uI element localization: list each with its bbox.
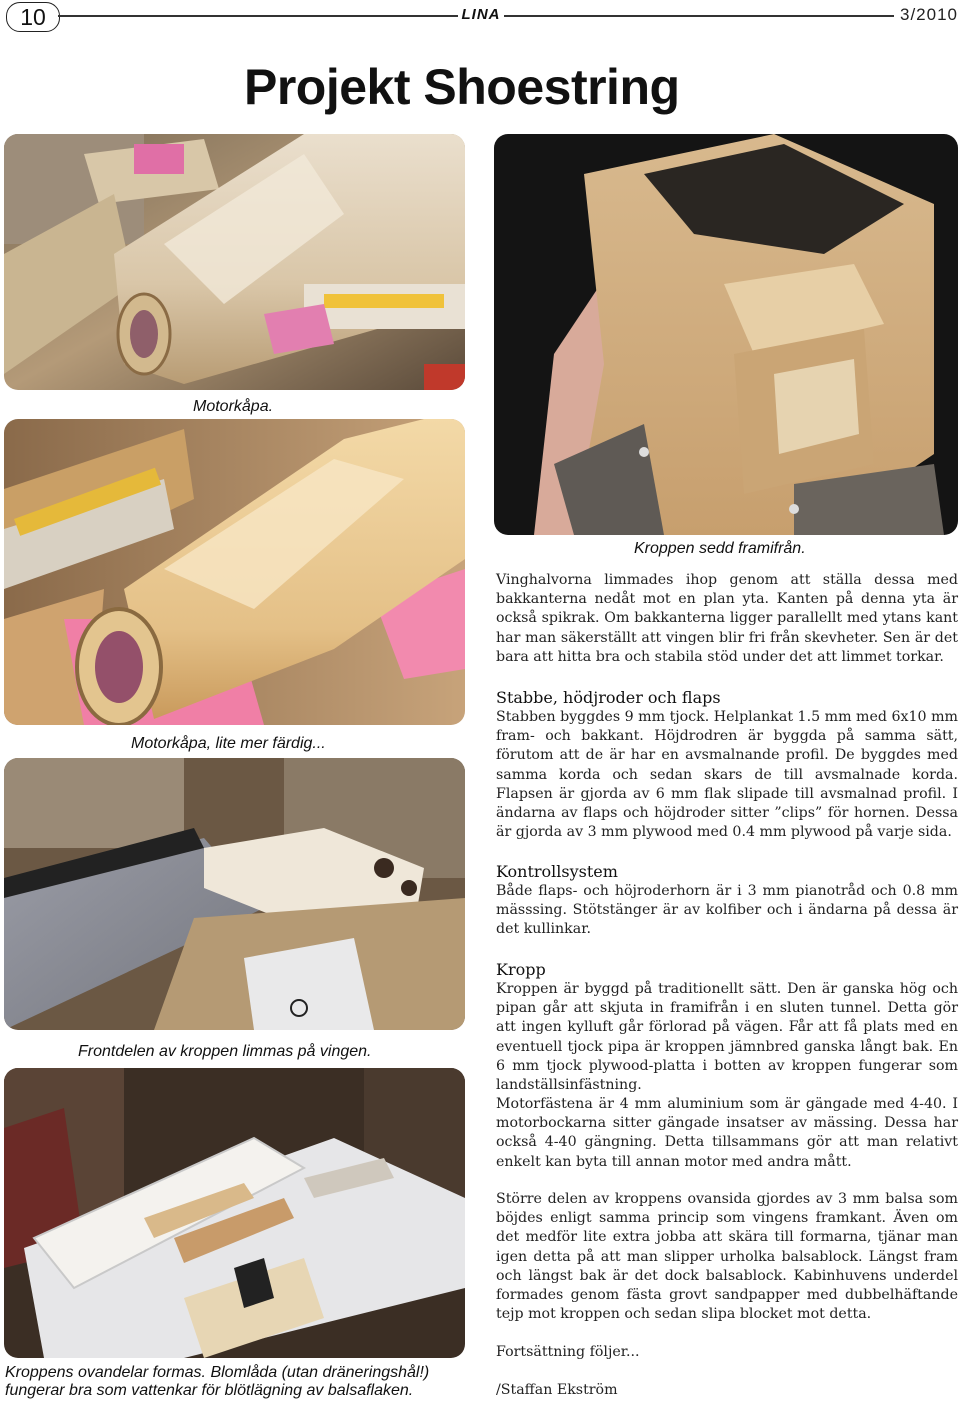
kropp-paragraph-2: Motorfästena är 4 mm aluminium som är gängade med 4-40. I motorbockarna sitter gängade insatser av mässing. Dessa har också 4-40 gängning. Detta tillsammans gör att man relativt enkelt kan byta till annan motor med andra mått. (496, 1096, 958, 1170)
kontrollsystem-paragraph: Både flaps- och höjroderhorn är i 3 mm pianotråd och 0.8 mm mässsing. Stötstänger är av kolfiber och i ändarna på dessa är det kullinkar. (496, 883, 958, 938)
issue-number: 3/2010 (900, 5, 958, 24)
magazine-logo: LINA (458, 5, 504, 25)
kropp-paragraph-3-block (496, 1190, 958, 1324)
kropp-paragraph-1: Kroppen är byggd på traditionellt sätt. Den är ganska hög och pipan går att skjuta in framifrån i en sluten tunnel. Detta gör att ingen kylluft går förlorad på vägen. Får att få plats med en eventuell tjock pipa är kroppen jämnbred ganska långt bak. En 6 mm tjock plywood-platta i botten av kroppen fungerar som landställsinfästning. (496, 981, 958, 1094)
heading-kontrollsystem: Kontrollsystem (496, 862, 618, 881)
caption-flower-box-line-2: fungerar bra som vattenkar för blötlägning av balsaflaken. (5, 1382, 414, 1399)
intro-paragraph: Vinghalvorna limmades ihop genom att ställa dessa med bakkanterna nedåt mot en plan yta. Kanten på denna yta är också spikrak. Om bakkanterna ligger parallellt med ytans kant har man säkerställt att vingen blir fri från skevheter. Sen är det bara att hitta bra och stabila stöd under det att limmet torkar. (496, 572, 958, 665)
caption-fuselage-on-wing: Frontdelen av kroppen limmas på vingen. (78, 1043, 372, 1060)
caption-flower-box-line-1: Kroppens ovandelar formas. Blomlåda (utan dräneringshål!) (5, 1364, 430, 1381)
article-intro (496, 571, 958, 667)
section-stabbe (496, 688, 958, 842)
caption-fuselage-front: Kroppen sedd framifrån. (634, 540, 806, 557)
closing-text: Fortsättning följer... (496, 1344, 640, 1360)
photo-cowling (4, 134, 465, 390)
caption-cowling-finished: Motorkåpa, lite mer färdig... (131, 735, 326, 752)
section-kropp (496, 960, 958, 1095)
photo-cowling-finished (4, 419, 465, 725)
caption-cowling: Motorkåpa. (193, 398, 274, 415)
photo-fuselage-on-wing (4, 758, 465, 1030)
photo-flower-box (4, 1068, 465, 1358)
heading-kropp: Kropp (496, 960, 546, 979)
page-title: Projekt Shoestring (244, 59, 680, 115)
kropp-paragraph-2-block (496, 1095, 958, 1172)
photo-fuselage-front (494, 134, 958, 535)
author-name: /Staffan Ekström (496, 1382, 618, 1398)
page-number: 10 (6, 2, 60, 32)
heading-stabbe: Stabbe, hödjroder och flaps (496, 688, 721, 707)
closing-block (496, 1343, 958, 1362)
kropp-paragraph-3: Större delen av kroppens ovansida gjordes av 3 mm balsa som böjdes enligt samma princip som vingens framkant. Även om det medför lite extra jobba att skära till formarna, tjänar man igen detta på att man slipper urholka balsablock. Längst fram och längst bak är det dock balsablock. Kabinhuvens underdel formades genom fästa grovt sandpapper med dubbelhäftande tejp mot kroppen och sedan slipa blocket mot detta. (496, 1191, 958, 1323)
author-block (496, 1381, 958, 1400)
stabbe-paragraph: Stabben byggdes 9 mm tjock. Helplankat 1.5 mm med 6x10 mm fram- och bakkant. Höjdrodren är byggda på samma sätt, förutom att de är har en avsmalnande profil. De byggdes med samma korda och sedan skars de till avsmalnade korda. Flapsen är gjorda av 6 mm flak slipade till avsmalnad profil. I ändarna av flaps och höjdroder sitter ”clips” för hornen. Dessa är gjorda av 3 mm plywood med 0.4 mm plywood på varje sida. (496, 709, 958, 841)
section-kontrollsystem (496, 862, 958, 940)
